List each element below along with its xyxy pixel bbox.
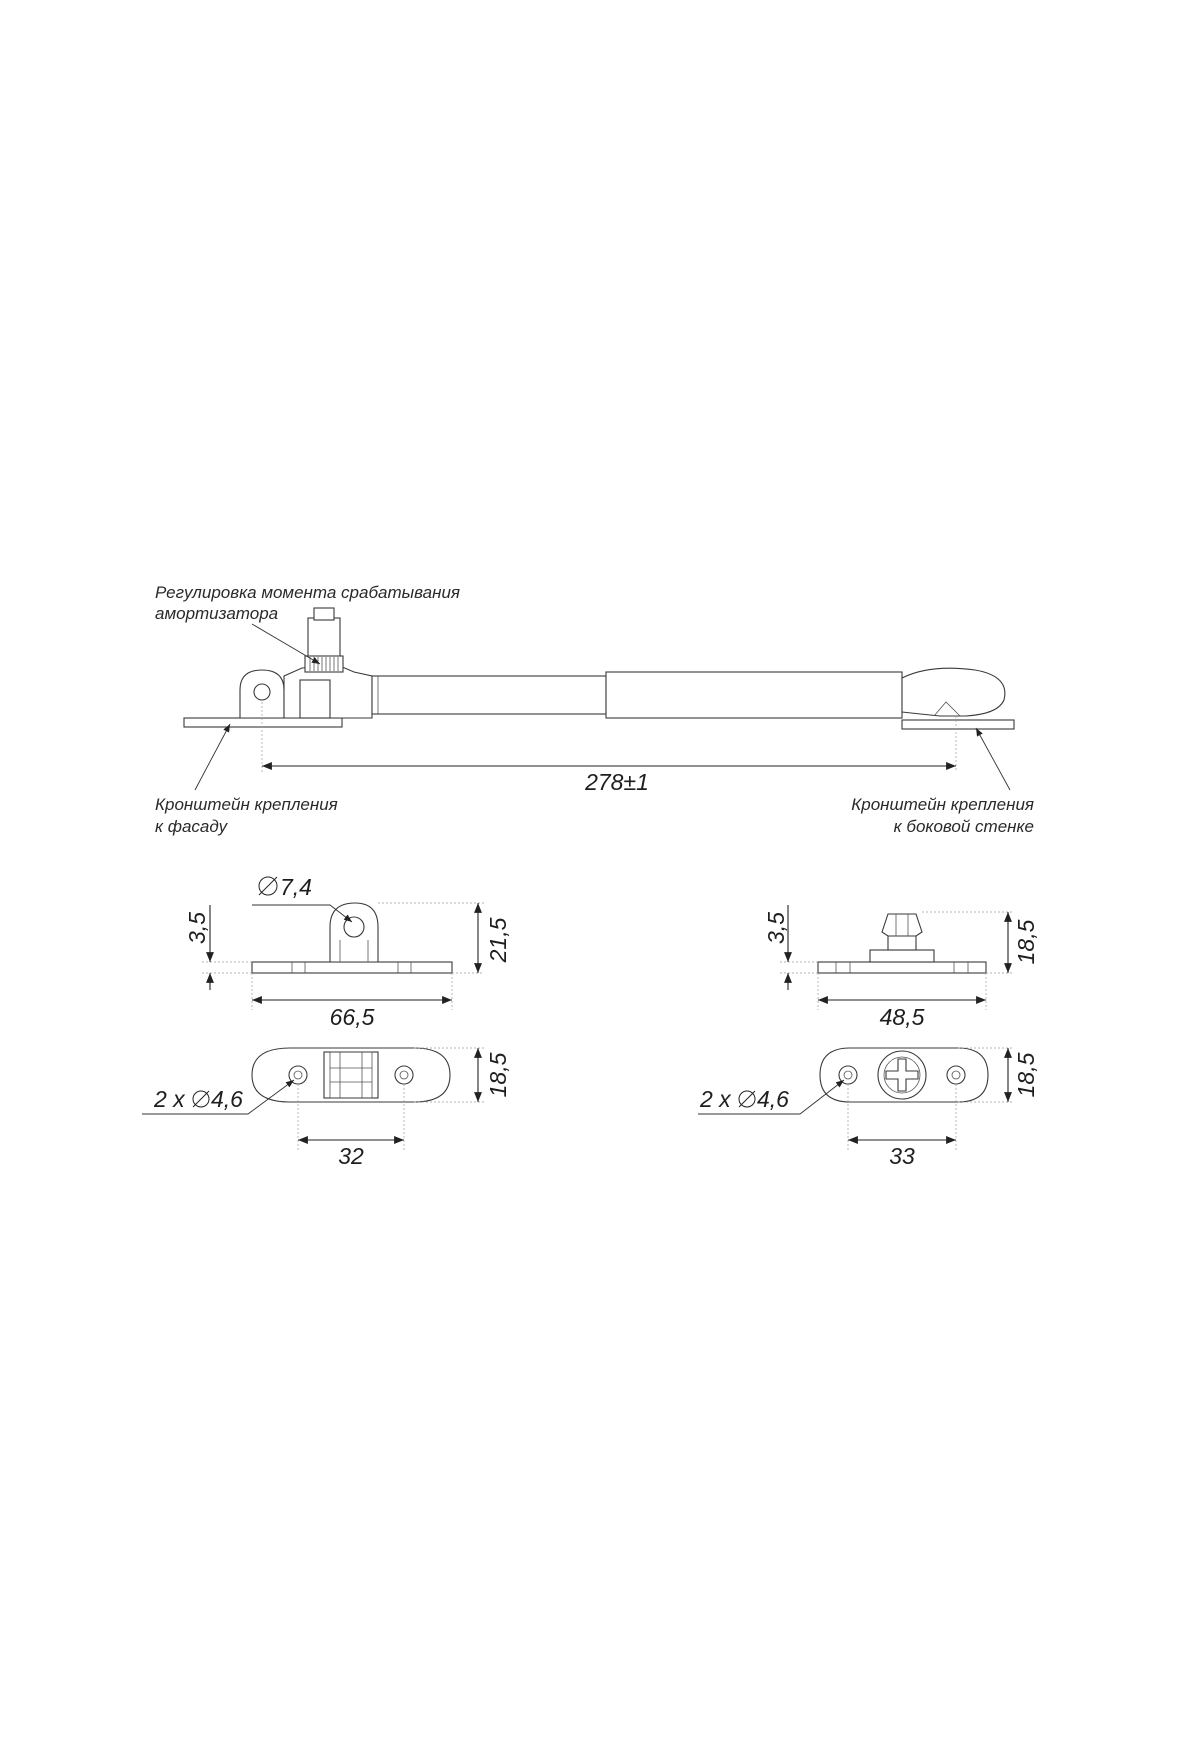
front-bracket-side-view <box>252 903 452 973</box>
side-bracket-boss <box>870 950 934 962</box>
side-bracket-top-view <box>820 1048 988 1102</box>
front-mounting-plate <box>184 718 342 727</box>
front-base-thickness-label: 3,5 <box>184 912 210 944</box>
front-bracket-callout-line1: Кронштейн крепления <box>155 795 338 814</box>
piston-rod <box>372 676 606 714</box>
front-length-label: 66,5 <box>329 1004 375 1030</box>
housing-pin <box>300 680 330 718</box>
front-holes-diameter-label: 4,6 <box>211 1086 243 1112</box>
adjustment-screw <box>308 618 340 658</box>
side-width-label: 18,5 <box>1013 1052 1039 1098</box>
side-bracket-side-view <box>818 914 986 973</box>
front-bracket-eye-hole-side <box>344 917 364 937</box>
side-hole-spacing-label: 33 <box>889 1143 915 1169</box>
front-bracket-eye-hole <box>254 684 270 700</box>
front-hole-spacing-label: 32 <box>338 1143 364 1169</box>
front-total-height-label: 21,5 <box>485 917 511 963</box>
side-holes-diameter-label: 4,6 <box>757 1086 789 1112</box>
side-bracket-callout-line1: Кронштейн крепления <box>851 795 1034 814</box>
adjustment-callout-line2: амортизатора <box>155 604 279 623</box>
side-bracket-hole-right <box>947 1066 965 1084</box>
front-length-dimension <box>252 973 452 1030</box>
side-length-label: 48,5 <box>879 1004 925 1030</box>
front-bracket-eye-top <box>324 1052 378 1098</box>
gas-spring-assembly <box>184 608 1014 729</box>
side-bracket-ball <box>882 914 922 936</box>
side-bracket-callout <box>851 728 1034 836</box>
front-bracket-top-view <box>252 1048 450 1102</box>
front-base-thickness-dimension <box>184 905 252 990</box>
side-base-thickness-dimension <box>763 905 818 990</box>
front-bracket-callout <box>155 724 338 836</box>
adjustment-screw-cap <box>314 608 334 620</box>
gas-cylinder <box>606 672 902 718</box>
front-holes-prefix: 2 x <box>154 1086 185 1112</box>
front-width-label: 18,5 <box>485 1052 511 1098</box>
side-length-dimension <box>818 973 986 1030</box>
side-bracket-base <box>818 962 986 973</box>
overall-length-label: 278±1 <box>585 769 649 795</box>
side-base-thickness-label: 3,5 <box>763 912 789 944</box>
adjustment-callout-line1: Регулировка момента срабатывания <box>155 583 460 602</box>
side-total-height-label: 18,5 <box>1013 919 1039 965</box>
front-eye-hole-label: 7,4 <box>280 874 312 900</box>
side-bracket-callout-line2: к боковой стенке <box>893 817 1034 836</box>
front-bracket-base <box>252 962 452 973</box>
side-holes-prefix: 2 x <box>700 1086 731 1112</box>
front-bracket-hole-right <box>395 1066 413 1084</box>
front-bracket-callout-line2: к фасаду <box>155 817 228 836</box>
side-mounting-plate <box>902 720 1014 729</box>
cylinder-end-cap <box>902 668 1005 716</box>
